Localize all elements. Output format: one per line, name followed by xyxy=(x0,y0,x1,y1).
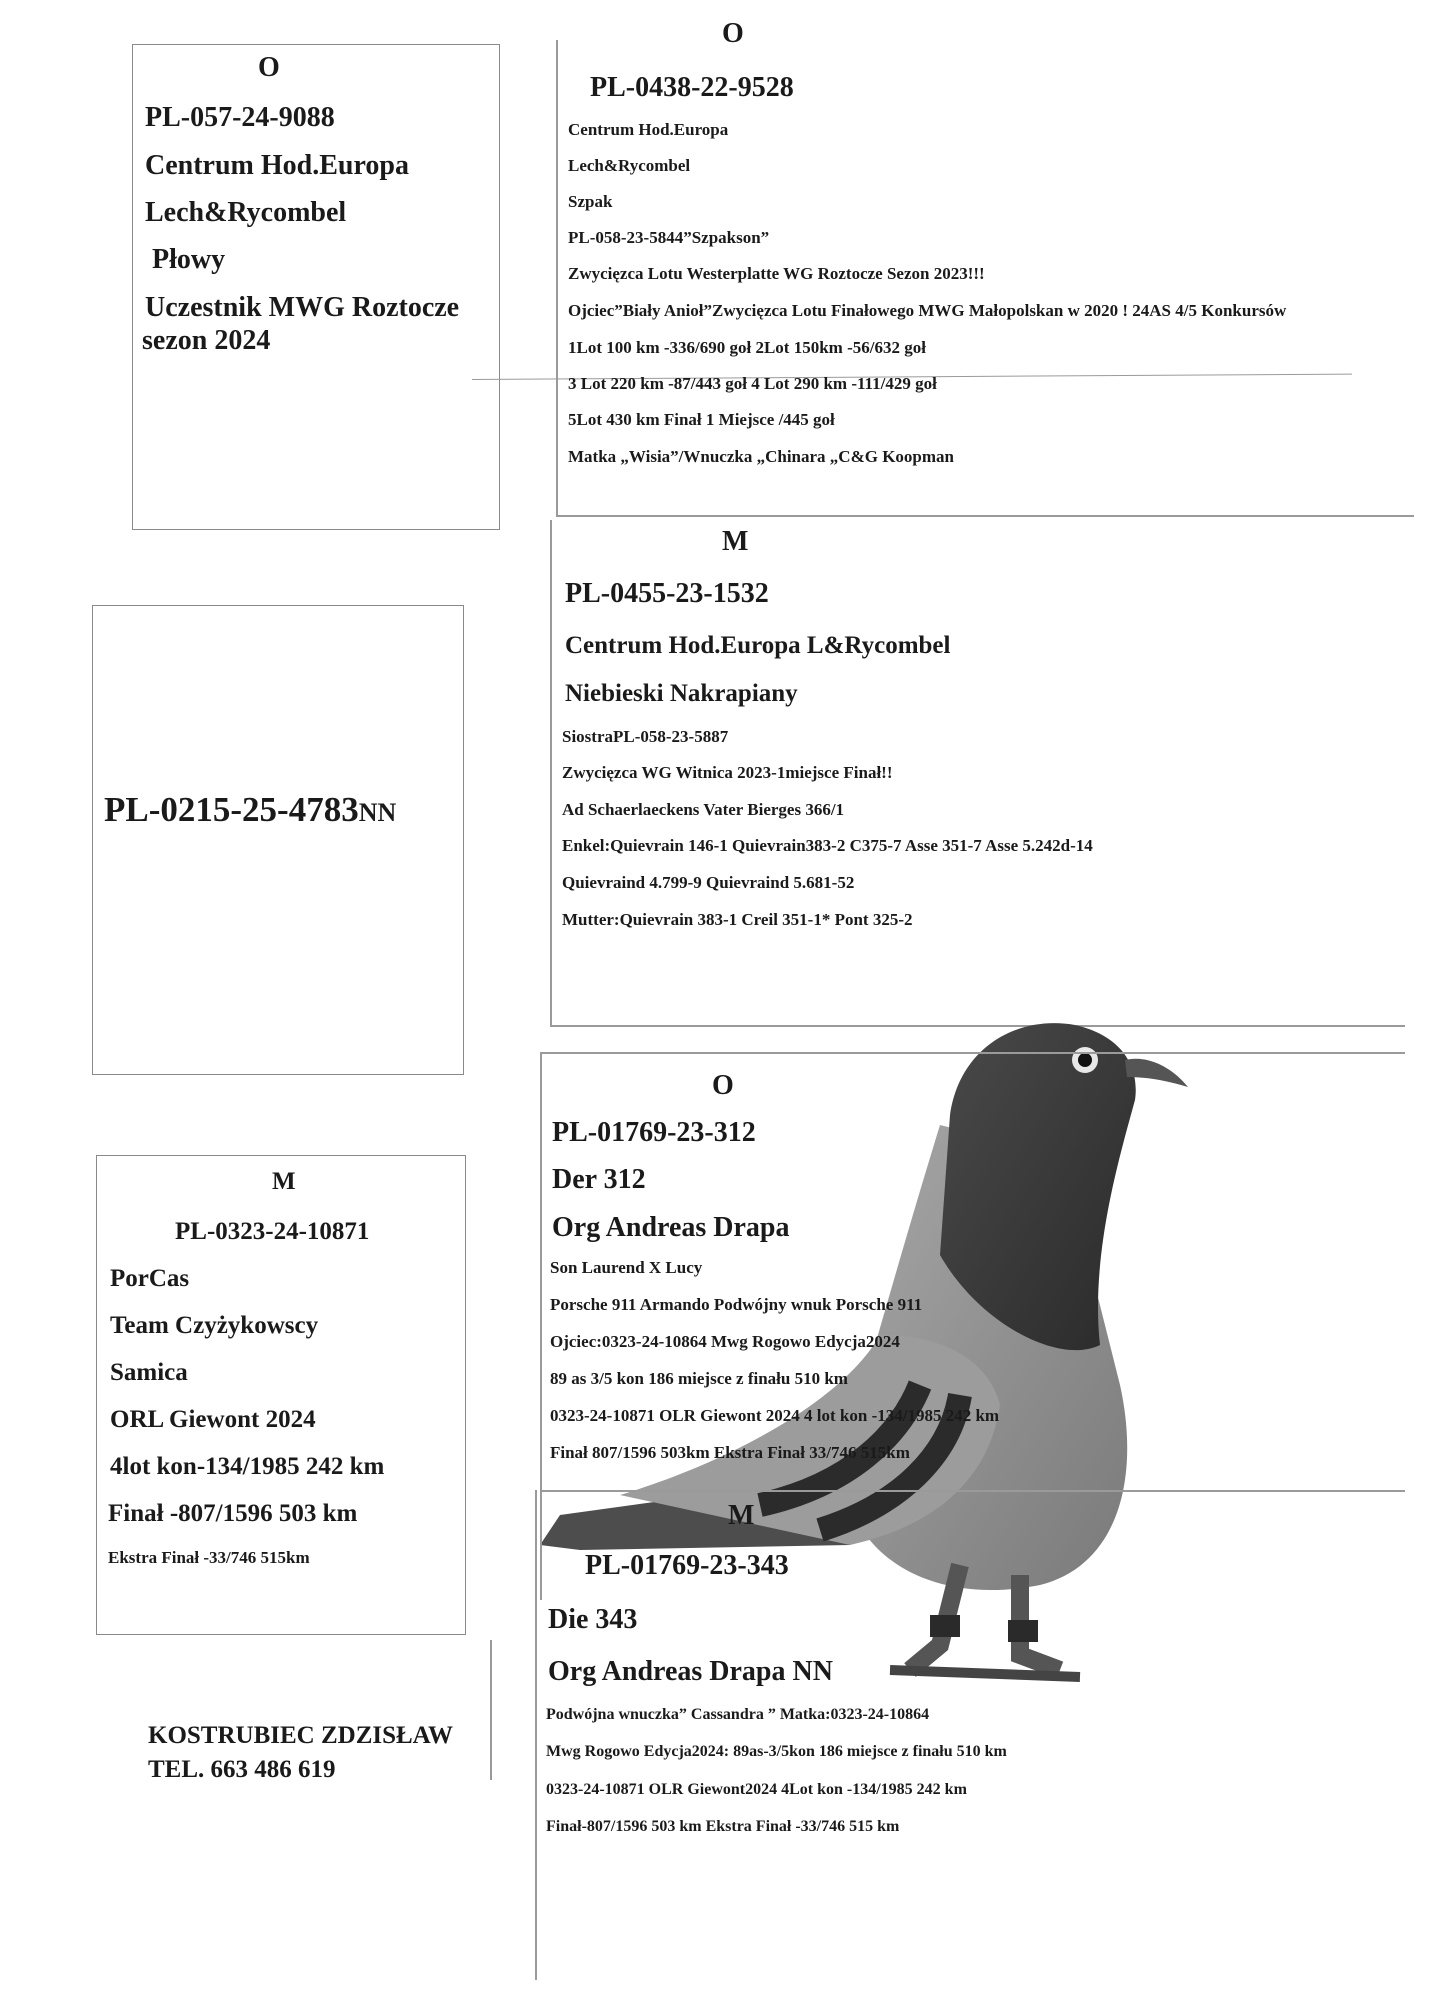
grand-dam-line: Enkel:Quievrain 146-1 Quievrain383-2 C375-7 Asse 351-7 Asse 5.242d-14 xyxy=(562,836,1093,855)
mother-sire-line: 0323-24-10871 OLR Giewont 2024 4 lot kon -134/1985 242 km xyxy=(550,1406,1000,1425)
grand-sire-line: Matka „Wisia”/Wnuczka „Chinara „C&G Koopman xyxy=(568,447,955,466)
mother-sire-left-border xyxy=(540,1052,542,1600)
subject-ring-suffix: NN xyxy=(358,798,397,827)
grand-dam-line: Quievraind 4.799-9 Quievraind 5.681-52 xyxy=(562,873,855,892)
grand-dam-line-2: Niebieski Nakrapiany xyxy=(565,680,798,707)
owner-name: KOSTRUBIEC ZDZISŁAW xyxy=(148,1722,453,1749)
grand-sire-line: Szpak xyxy=(568,192,613,211)
grand-dam-left-border xyxy=(550,520,552,1025)
grand-sire-line: PL-058-23-5844”Szpakson” xyxy=(568,228,770,247)
mother-line: Samica xyxy=(110,1359,188,1386)
mother-dam-line: Podwójna wnuczka” Cassandra ” Matka:0323-24-10864 xyxy=(546,1706,930,1723)
mother-dam-ring: PL-01769-23-343 xyxy=(585,1550,789,1581)
grand-sire-bottom-border xyxy=(556,515,1414,517)
grand-dam-ring: PL-0455-23-1532 xyxy=(565,578,769,609)
mother-sire-breeder: Org Andreas Drapa xyxy=(552,1212,790,1243)
mother-line: Finał -807/1596 503 km xyxy=(108,1500,358,1527)
mother-dam-left-border xyxy=(535,1490,537,1980)
mother-sex: M xyxy=(272,1168,296,1195)
contact-divider xyxy=(490,1640,492,1780)
mother-sire-line: Son Laurend X Lucy xyxy=(550,1258,703,1277)
mother-sire-line: Finał 807/1596 503km Ekstra Finał 33/746 515km xyxy=(550,1443,910,1462)
mother-sire-line: Porsche 911 Armando Podwójny wnuk Porsche 911 xyxy=(550,1295,923,1314)
mother-sire-name: Der 312 xyxy=(552,1164,646,1195)
mother-sire-ring: PL-01769-23-312 xyxy=(552,1117,756,1148)
father-owner: Lech&Rycombel xyxy=(145,197,347,228)
mother-ring: PL-0323-24-10871 xyxy=(175,1218,370,1245)
father-ring: PL-057-24-9088 xyxy=(145,102,335,133)
subject-ring-number: PL-0215-25-4783 xyxy=(104,790,359,829)
mother-dam-line: Mwg Rogowo Edycja2024: 89as-3/5kon 186 miejsce z finału 510 km xyxy=(546,1743,1007,1760)
mother-dam-breeder: Org Andreas Drapa NN xyxy=(548,1656,833,1687)
mother-line: ORL Giewont 2024 xyxy=(110,1406,316,1433)
grand-sire-line: Zwycięzca Lotu Westerplatte WG Roztocze Sezon 2023!!! xyxy=(568,264,985,283)
father-breeder: Centrum Hod.Europa xyxy=(145,150,409,181)
father-note-1: Uczestnik MWG Roztocze xyxy=(145,292,460,323)
subject-card xyxy=(92,605,464,1075)
mother-sire-bottom-border xyxy=(540,1490,1405,1492)
mother-sire-line: Ojciec:0323-24-10864 Mwg Rogowo Edycja2024 xyxy=(550,1332,900,1351)
grand-sire-line: 3 Lot 220 km -87/443 goł 4 Lot 290 km -111/429 goł xyxy=(568,374,937,393)
mother-extra: Ekstra Finał -33/746 515km xyxy=(108,1548,310,1567)
mother-dam-sex: M xyxy=(728,1500,755,1531)
mother-line: 4lot kon-134/1985 242 km xyxy=(110,1453,385,1480)
grand-dam-line: Zwycięzca WG Witnica 2023-1miejsce Finał!! xyxy=(562,763,893,782)
father-note-2: sezon 2024 xyxy=(142,325,271,356)
father-sex: O xyxy=(258,52,280,83)
grand-sire-left-border xyxy=(556,40,558,515)
mother-sire-line: 89 as 3/5 kon 186 miejsce z finału 510 km xyxy=(550,1369,848,1388)
subject-ring xyxy=(104,790,396,830)
grand-dam-line-1: Centrum Hod.Europa L&Rycombel xyxy=(565,632,951,659)
mother-sire-top-border xyxy=(540,1052,1405,1054)
mother-line: PorCas xyxy=(110,1265,190,1292)
grand-dam-sex: M xyxy=(722,526,749,557)
mother-line: Team Czyżykowscy xyxy=(110,1312,319,1339)
mother-dam-line: 0323-24-10871 OLR Giewont2024 4Lot kon -134/1985 242 km xyxy=(546,1781,967,1798)
grand-sire-sex: O xyxy=(722,18,744,44)
mother-dam-name: Die 343 xyxy=(548,1604,638,1635)
grand-sire-line: Ojciec”Biały Anioł”Zwycięzca Lotu Finałowego MWG Małopolskan w 2020 ! 24AS 4/5 Konkursów xyxy=(568,301,1287,320)
grand-dam-line: Ad Schaerlaeckens Vater Bierges 366/1 xyxy=(562,800,845,819)
grand-sire-line: Lech&Rycombel xyxy=(568,156,691,175)
grand-dam-line: Mutter:Quievrain 383-1 Creil 351-1* Pont 325-2 xyxy=(562,910,913,929)
grand-sire-line: 5Lot 430 km Finał 1 Miejsce /445 goł xyxy=(568,410,835,429)
father-color: Płowy xyxy=(152,244,226,275)
grand-sire-line: Centrum Hod.Europa xyxy=(568,120,729,139)
grand-dam-line: SiostraPL-058-23-5887 xyxy=(562,727,729,746)
owner-phone: TEL. 663 486 619 xyxy=(148,1756,336,1783)
grand-sire-ring: PL-0438-22-9528 xyxy=(590,72,794,103)
grand-sire-line: 1Lot 100 km -336/690 goł 2Lot 150km -56/632 goł xyxy=(568,338,926,357)
mother-dam-line: Finał-807/1596 503 km Ekstra Finał -33/746 515 km xyxy=(546,1818,900,1835)
mother-sire-sex: O xyxy=(712,1070,734,1101)
